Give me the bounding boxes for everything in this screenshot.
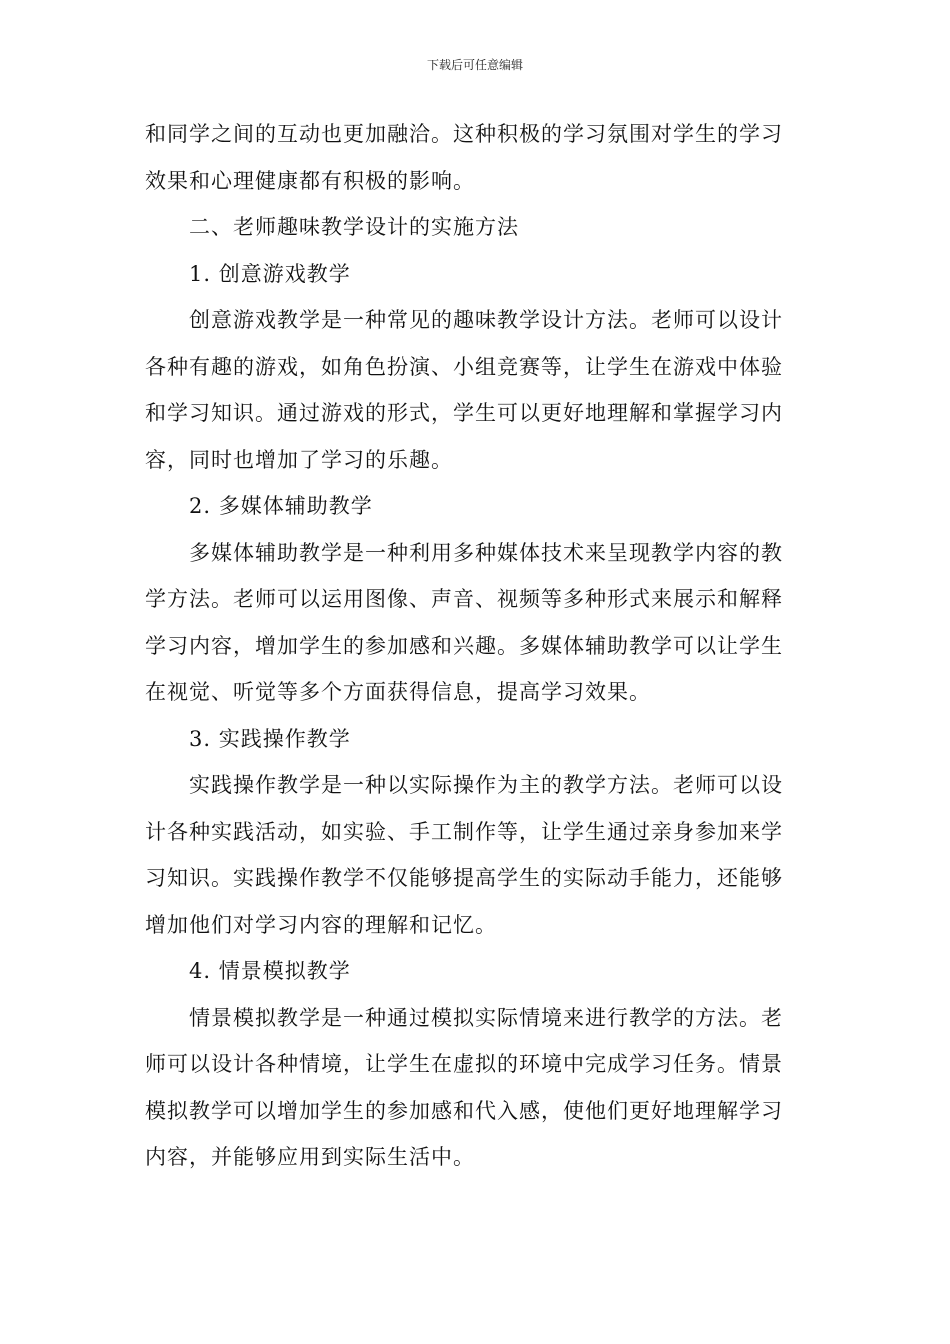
page-header-note: 下载后可任意编辑 (426, 58, 523, 72)
subsection-heading: 1. 创意游戏教学 (189, 261, 351, 286)
paragraph-line: 在视觉、听觉等多个方面获得信息，提高学习效果。 (145, 680, 651, 704)
paragraph-line: 多媒体辅助教学是一种利用多种媒体技术来呈现教学内容的教 (145, 540, 783, 565)
paragraph-line: 效果和心理健康都有积极的影响。 (145, 168, 475, 193)
subsection-heading: 3. 实践操作教学 (189, 726, 351, 751)
paragraph-line: 创意游戏教学是一种常见的趣味教学设计方法。老师可以设计 (145, 308, 783, 332)
paragraph-line: 实践操作教学是一种以实际操作为主的教学方法。老师可以设 (145, 773, 783, 797)
paragraph-line: 学习内容，增加学生的参加感和兴趣。多媒体辅助教学可以让学生 (145, 633, 783, 658)
document-body (145, 111, 800, 1181)
paragraph-line: 师可以设计各种情境，让学生在虚拟的环境中完成学习任务。情景 (145, 1052, 783, 1076)
paragraph-line: 和同学之间的互动也更加融洽。这种积极的学习氛围对学生的学习 (145, 122, 783, 146)
paragraph-line: 和学习知识。通过游戏的形式，学生可以更好地理解和掌握学习内 (145, 401, 783, 425)
paragraph-line: 各种有趣的游戏，如角色扮演、小组竞赛等，让学生在游戏中体验 (145, 354, 783, 379)
section-heading: 二、老师趣味教学设计的实施方法 (189, 215, 519, 239)
paragraph-line: 计各种实践活动，如实验、手工制作等，让学生通过亲身参加来学 (145, 819, 783, 844)
paragraph-line: 学方法。老师可以运用图像、声音、视频等多种形式来展示和解释 (145, 587, 783, 611)
paragraph-line: 习知识。实践操作教学不仅能够提高学生的实际动手能力，还能够 (145, 866, 783, 890)
subsection-heading: 4. 情景模拟教学 (189, 959, 351, 983)
paragraph-line: 模拟教学可以增加学生的参加感和代入感，使他们更好地理解学习 (145, 1098, 783, 1123)
subsection-heading: 2. 多媒体辅助教学 (189, 494, 373, 518)
paragraph-line: 情景模拟教学是一种通过模拟实际情境来进行教学的方法。老 (145, 1005, 783, 1030)
paragraph-line: 增加他们对学习内容的理解和记忆。 (145, 912, 497, 937)
paragraph-line: 内容，并能够应用到实际生活中。 (145, 1145, 475, 1169)
paragraph-line: 容，同时也增加了学习的乐趣。 (145, 447, 453, 472)
